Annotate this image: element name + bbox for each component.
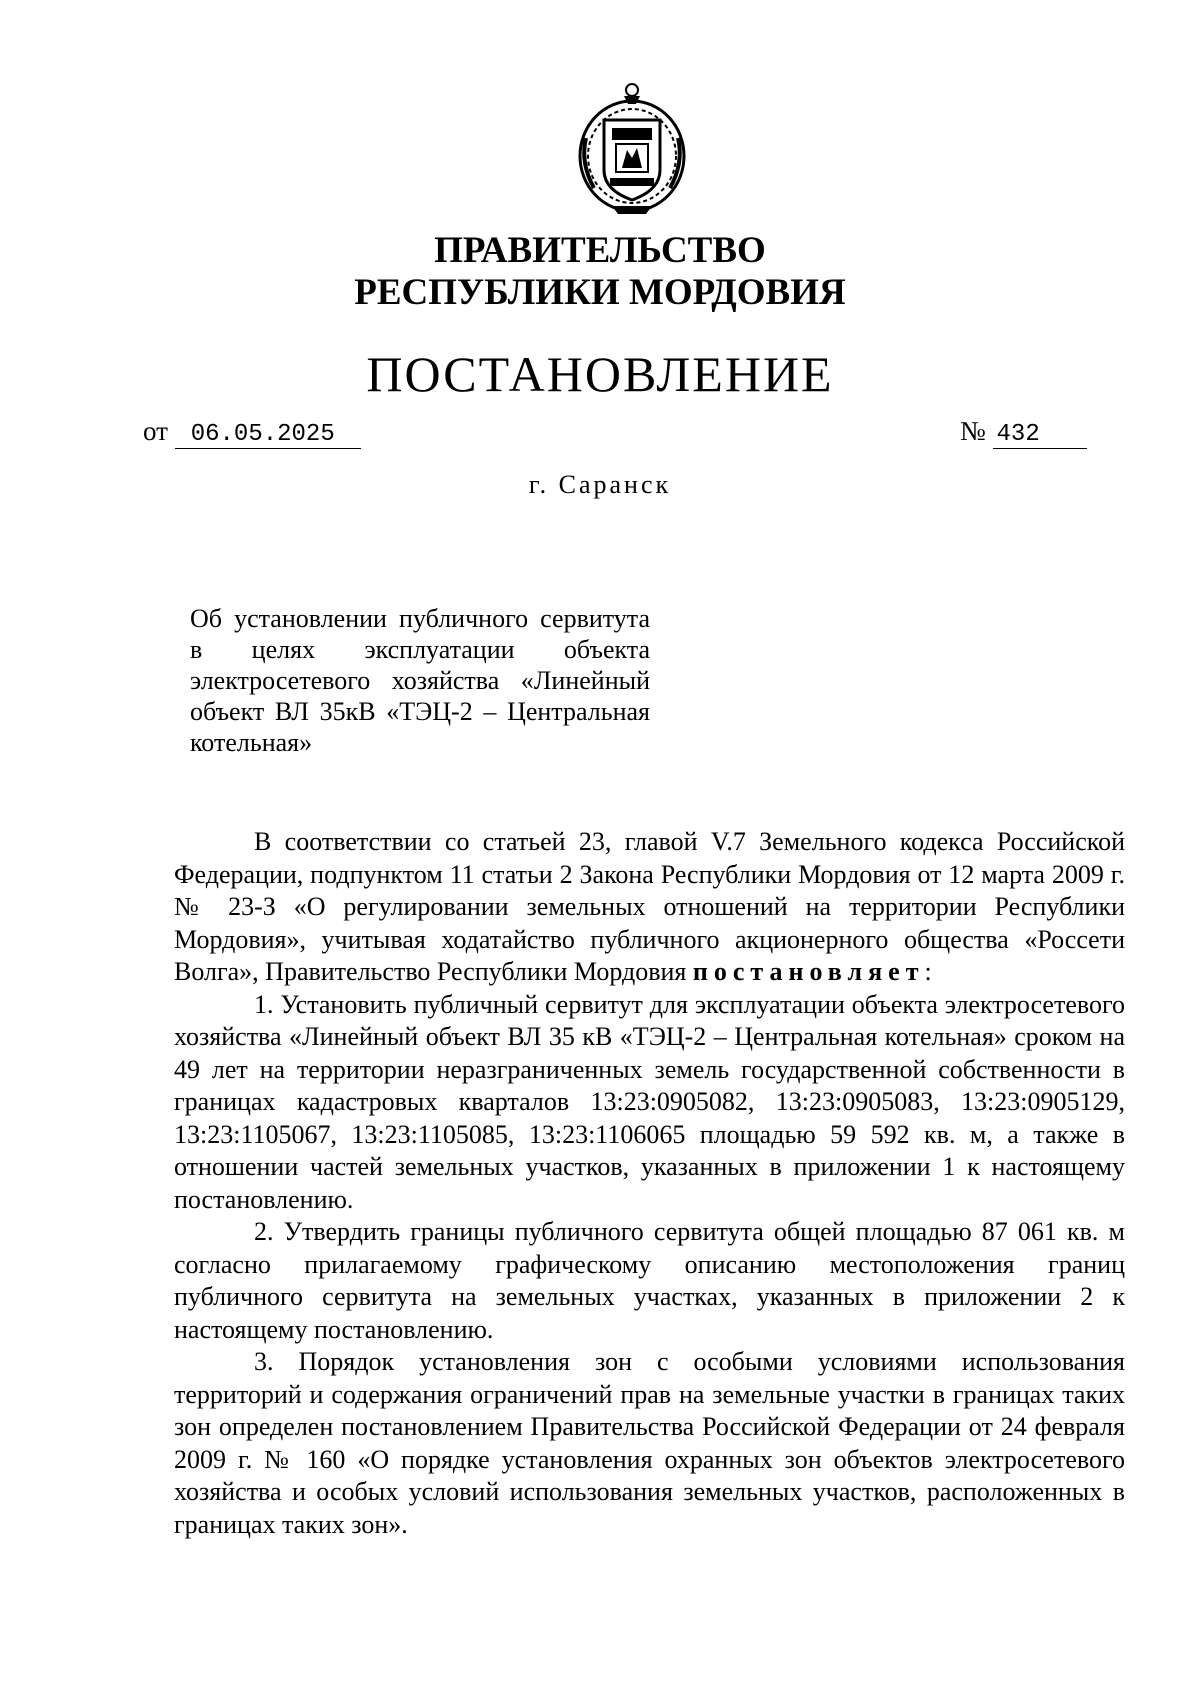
document-type: ПОСТАНОВЛЕНИЕ — [366, 346, 834, 402]
coat-of-arms-icon — [572, 78, 692, 218]
city: г. Саранск — [528, 470, 672, 499]
document-date: 06.05.2025 — [175, 422, 361, 449]
number-prefix: № — [960, 416, 986, 446]
organization-name — [0, 230, 1200, 314]
preamble-colon: : — [924, 957, 932, 986]
date-row — [143, 416, 361, 449]
item-3: 3. Порядок установления зон с особыми условиями использования территорий и содержания ограничений прав на земельные участки в границах таких зон определен постановлением Правительства Российской Федерации от 24 февраля 2009 г. № 160 «О порядке установления охранных зон объектов электросетевого хозяйства и особых условий использования земельных участков, расположенных в границах таких зон». — [174, 1347, 1125, 1539]
preamble-verb: постановляет — [692, 957, 925, 986]
date-prefix: от — [143, 416, 168, 446]
preamble-paragraph — [174, 826, 1125, 989]
number-row — [960, 416, 1087, 449]
preamble-text: В соответствии со статьей 23, главой V.7 Земельного кодекса Российской Федерации, подпунктом 11 статьи 2 Закона Республики Мордовия от 12 марта 2009 г. № 23-З «О регулировании земельных отношений на территории Республики Мордовия», учитывая ходатайство публичного акционерного общества «Россети Волга», Правительство Республики Мордовия — [174, 827, 1125, 986]
document-number: 432 — [993, 422, 1087, 449]
document-subject: Об установлении публичного сервитута в целях эксплуатации объекта электросетевого хозяйства «Линейный объект ВЛ 35кВ «ТЭЦ-2 – Центральная котельная» — [190, 604, 650, 757]
organization-line-2: РЕСПУБЛИКИ МОРДОВИЯ — [354, 272, 846, 313]
document-body — [174, 826, 1125, 1541]
item-1: 1. Установить публичный сервитут для эксплуатации объекта электросетевого хозяйства «Линейный объект ВЛ 35 кВ «ТЭЦ-2 – Центральная котельная» сроком на 49 лет на территории неразграниченных земель государственной собственности в границах кадастровых кварталов 13:23:0905082, 13:23:0905083, 13:23:0905129, 13:23:1105067, 13:23:1105085, 13:23:1106065 площадью 59 592 кв. м, а также в отношении частей земельных участков, указанных в приложении 1 к настоящему постановлению. — [174, 989, 1125, 1214]
item-2: 2. Утвердить границы публичного сервитута общей площадью 87 061 кв. м согласно прилагаемому графическому описанию местоположения границ публичного сервитута на земельных участках, указанных в приложении 2 к настоящему постановлению. — [174, 1217, 1125, 1344]
organization-line-1: ПРАВИТЕЛЬСТВО — [434, 230, 766, 271]
